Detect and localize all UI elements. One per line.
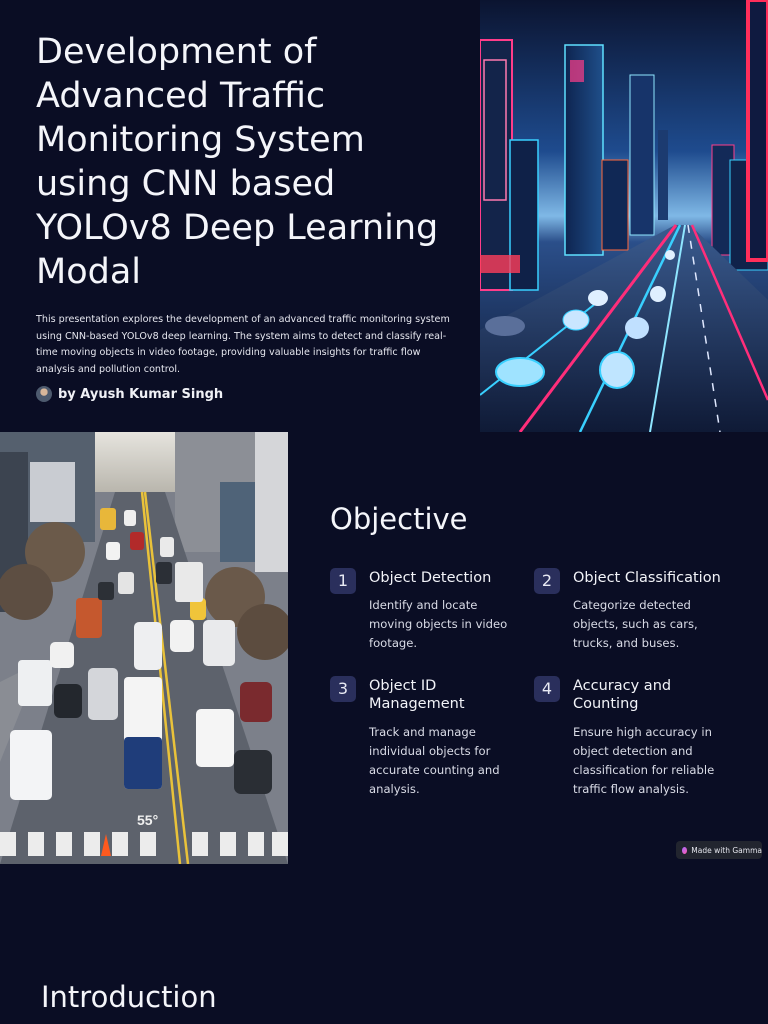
objective-item-description: Identify and locate moving objects in video footage.: [369, 598, 508, 650]
gamma-logo-icon: [682, 847, 687, 854]
futuristic-city-illustration: [480, 0, 768, 432]
objective-item-title: Object Classification: [573, 570, 721, 586]
objective-number-badge: 2: [534, 568, 560, 594]
road-marking-text: 55°: [137, 812, 159, 828]
objective-item-description: Track and manage individual objects for accurate counting and analysis.: [369, 725, 500, 796]
objective-number-badge: 3: [330, 676, 356, 702]
title-slide: [0, 0, 768, 432]
presentation-title: Development of Advanced Traffic Monitoring System using CNN based YOLOv8 Deep Learning Modal: [36, 32, 439, 292]
traffic-photo: [0, 432, 288, 864]
author-avatar: [36, 386, 52, 402]
objective-item-title: Object ID Management: [369, 678, 465, 712]
presentation-description: This presentation explores the development of an advanced traffic monitoring system using CNN-based YOLOv8 deep learning. The system aims to detect and classify real-time moving objects in video footage, providing valuable insights for traffic flow analysis and pollution control.: [36, 314, 450, 375]
objective-number-badge: 1: [330, 568, 356, 594]
author-name: by Ayush Kumar Singh: [58, 386, 224, 402]
objective-item-description: Ensure high accuracy in object detection and classification for reliable traffic flow analysis.: [573, 725, 715, 796]
made-with-gamma-badge[interactable]: [676, 841, 762, 859]
introduction-heading: Introduction: [41, 980, 217, 1014]
objective-item-title: Accuracy and Counting: [573, 678, 672, 712]
objective-item-title: Object Detection: [369, 570, 492, 586]
author-line: [36, 386, 223, 402]
objective-heading: Objective: [330, 502, 468, 536]
objective-item-description: Categorize detected objects, such as cars, trucks, and buses.: [573, 598, 698, 650]
objective-number-badge: 4: [534, 676, 560, 702]
city-traffic-illustration: [0, 432, 288, 864]
gamma-badge-label: Made with Gamma: [691, 845, 762, 855]
futuristic-city-image: [480, 0, 768, 432]
objective-slide: [0, 432, 768, 864]
